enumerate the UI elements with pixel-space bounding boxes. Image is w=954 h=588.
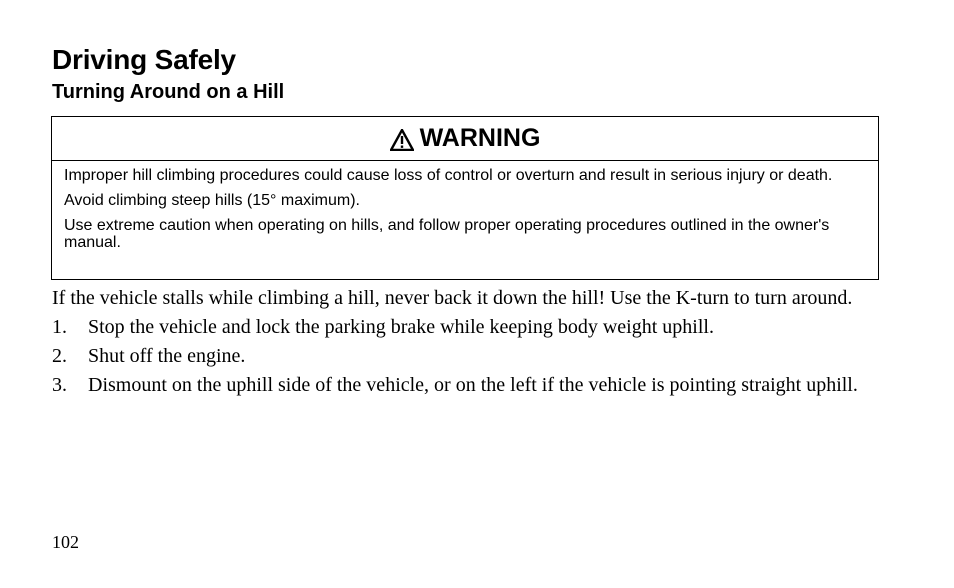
intro-paragraph: If the vehicle stalls while climbing a hill, never back it down the hill! Use the K-turn to turn around.: [52, 287, 853, 309]
warning-paragraph: Improper hill climbing procedures could cause loss of control or overturn and result in serious injury or death.: [64, 167, 833, 184]
subsection-title: Turning Around on a Hill: [52, 81, 285, 103]
step-text: Dismount on the uphill side of the vehicle, or on the left if the vehicle is pointing straight uphill.: [88, 374, 858, 396]
step-text: Shut off the engine.: [88, 345, 246, 367]
warning-body: [52, 161, 878, 251]
warning-header: [52, 117, 878, 161]
section-title: Driving Safely: [52, 44, 236, 75]
list-item: [52, 316, 892, 338]
steps-list: [52, 316, 892, 396]
warning-paragraph: Avoid climbing steep hills (15° maximum).: [64, 192, 360, 209]
list-item: [52, 374, 892, 396]
step-text: Stop the vehicle and lock the parking brake while keeping body weight uphill.: [88, 316, 714, 338]
step-number: 2.: [52, 345, 67, 367]
warning-title: WARNING: [419, 124, 541, 152]
warning-triangle-icon: [390, 129, 414, 151]
step-number: 1.: [52, 316, 67, 338]
warning-paragraph: Use extreme caution when operating on hills, and follow proper operating procedures outlined in the owner's manual.: [64, 217, 830, 251]
page-number: 102: [52, 532, 79, 552]
list-item: [52, 345, 892, 367]
warning-box: [51, 116, 879, 280]
step-number: 3.: [52, 374, 67, 396]
main-text: [52, 287, 892, 403]
